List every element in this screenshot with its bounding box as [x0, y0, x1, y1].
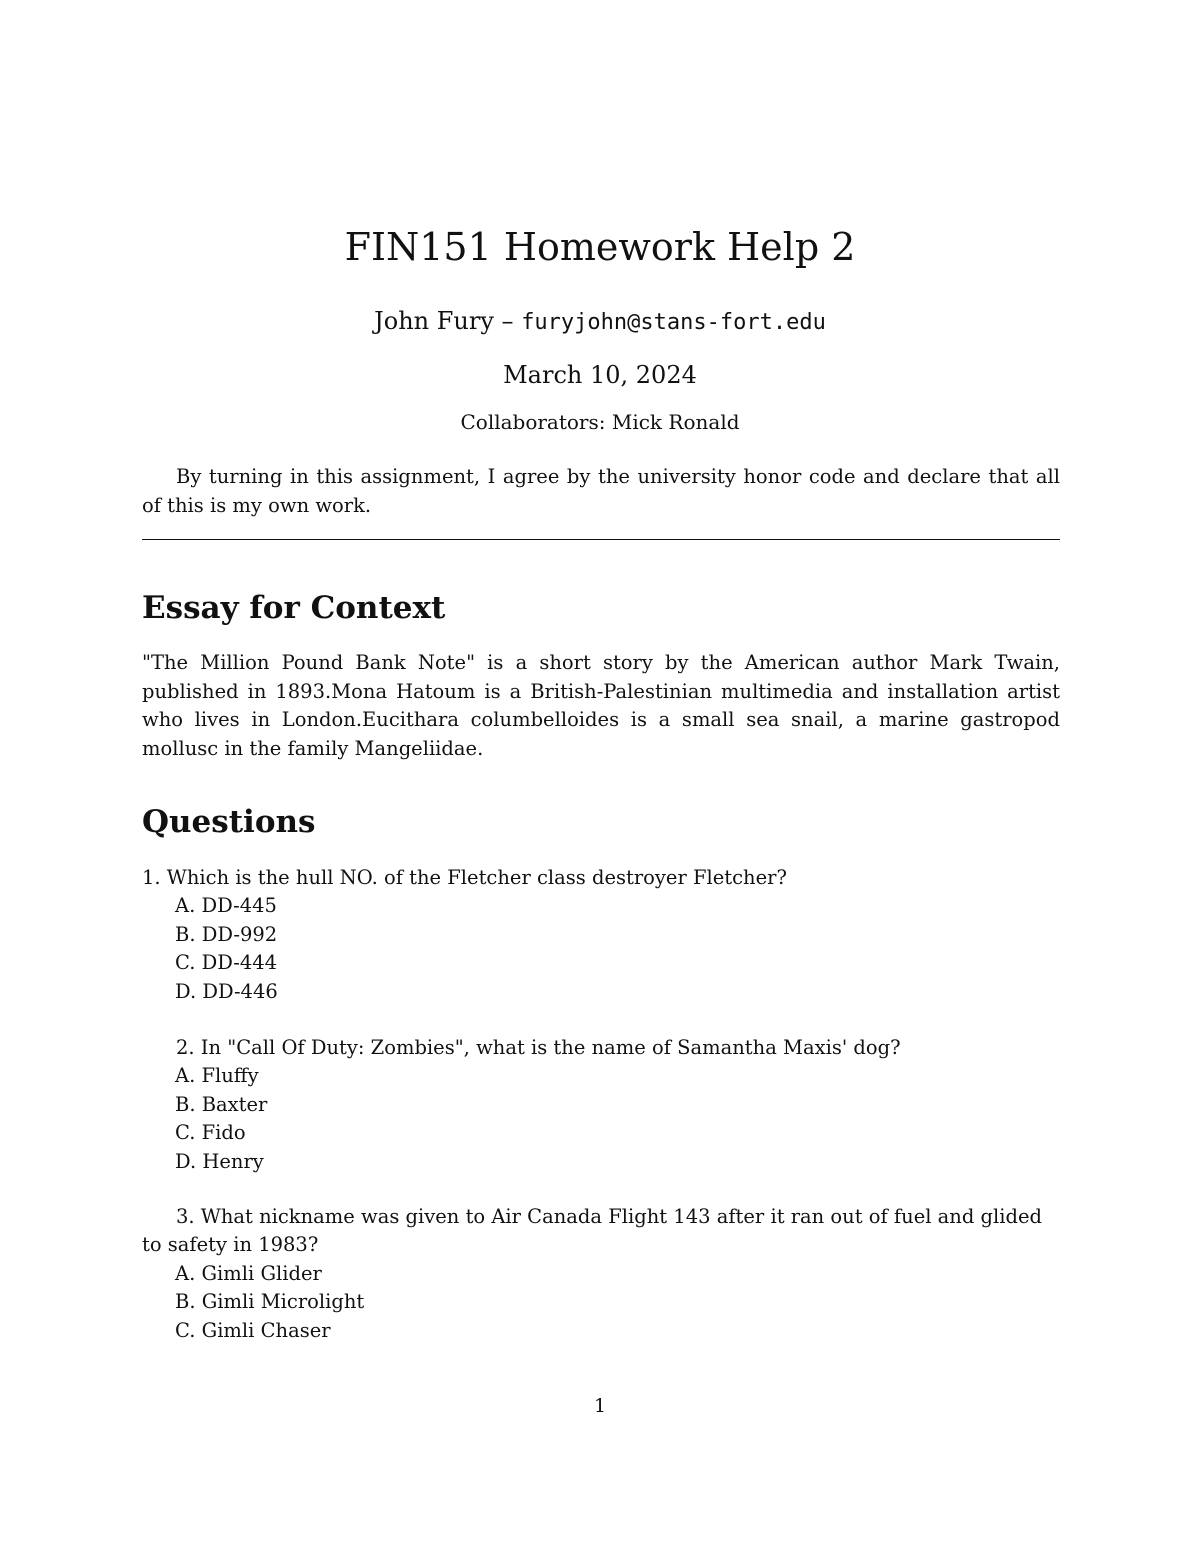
answer-option: B. DD-992	[175, 922, 278, 946]
answer-option: A. Gimli Glider	[175, 1261, 322, 1285]
collaborators-line: Collaborators: Mick Ronald	[460, 410, 740, 434]
answer-option: D. DD-446	[175, 979, 278, 1003]
author-email: furyjohn@stans-fort.edu	[521, 310, 826, 335]
essay-heading: Essay for Context	[142, 590, 446, 626]
essay-body: "The Million Pound Bank Note" is a short story by the American author Mark Twain, published in 1893.Mona Hatoum is a British-Palestinian multimedia and installation artist who lives in London.Eucithara columbelloides is a small sea snail, a marine gastropod mollusc in the family Mangeliidae.	[142, 651, 1060, 760]
answer-option: A. Fluffy	[175, 1064, 259, 1088]
author-separator: –	[493, 307, 522, 335]
page-number: 1	[593, 1395, 607, 1417]
answer-option: C. Fido	[175, 1121, 246, 1145]
answer-option: A. DD-445	[175, 894, 277, 918]
author-line	[0, 304, 1200, 340]
answer-option: D. Henry	[175, 1149, 264, 1173]
answer-option: B. Gimli Microlight	[175, 1290, 365, 1314]
question-3	[142, 1203, 1060, 1345]
question-text: 2. In "Call Of Duty: Zombies", what is the name of Samantha Maxis' dog?	[176, 1036, 901, 1059]
question-text: 1. Which is the hull NO. of the Fletcher class destroyer Fletcher?	[142, 866, 787, 889]
question-1	[142, 864, 1060, 1006]
questions-heading: Questions	[142, 804, 316, 840]
question-2	[142, 1034, 1060, 1176]
horizontal-rule	[142, 539, 1060, 540]
honor-statement: By turning in this assignment, I agree by the university honor code and declare that all of this is my own work.	[142, 465, 1060, 517]
author-name: John Fury	[374, 307, 494, 335]
answer-option: C. Gimli Chaser	[175, 1318, 331, 1342]
document-title: FIN151 Homework Help 2	[344, 225, 856, 269]
answer-option: C. DD-444	[175, 951, 278, 975]
answer-option: B. Baxter	[175, 1092, 268, 1116]
document-date: March 10, 2024	[503, 361, 697, 389]
question-text: 3. What nickname was given to Air Canada Flight 143 after it ran out of fuel and glided to safety in 1983?	[142, 1205, 1042, 1257]
